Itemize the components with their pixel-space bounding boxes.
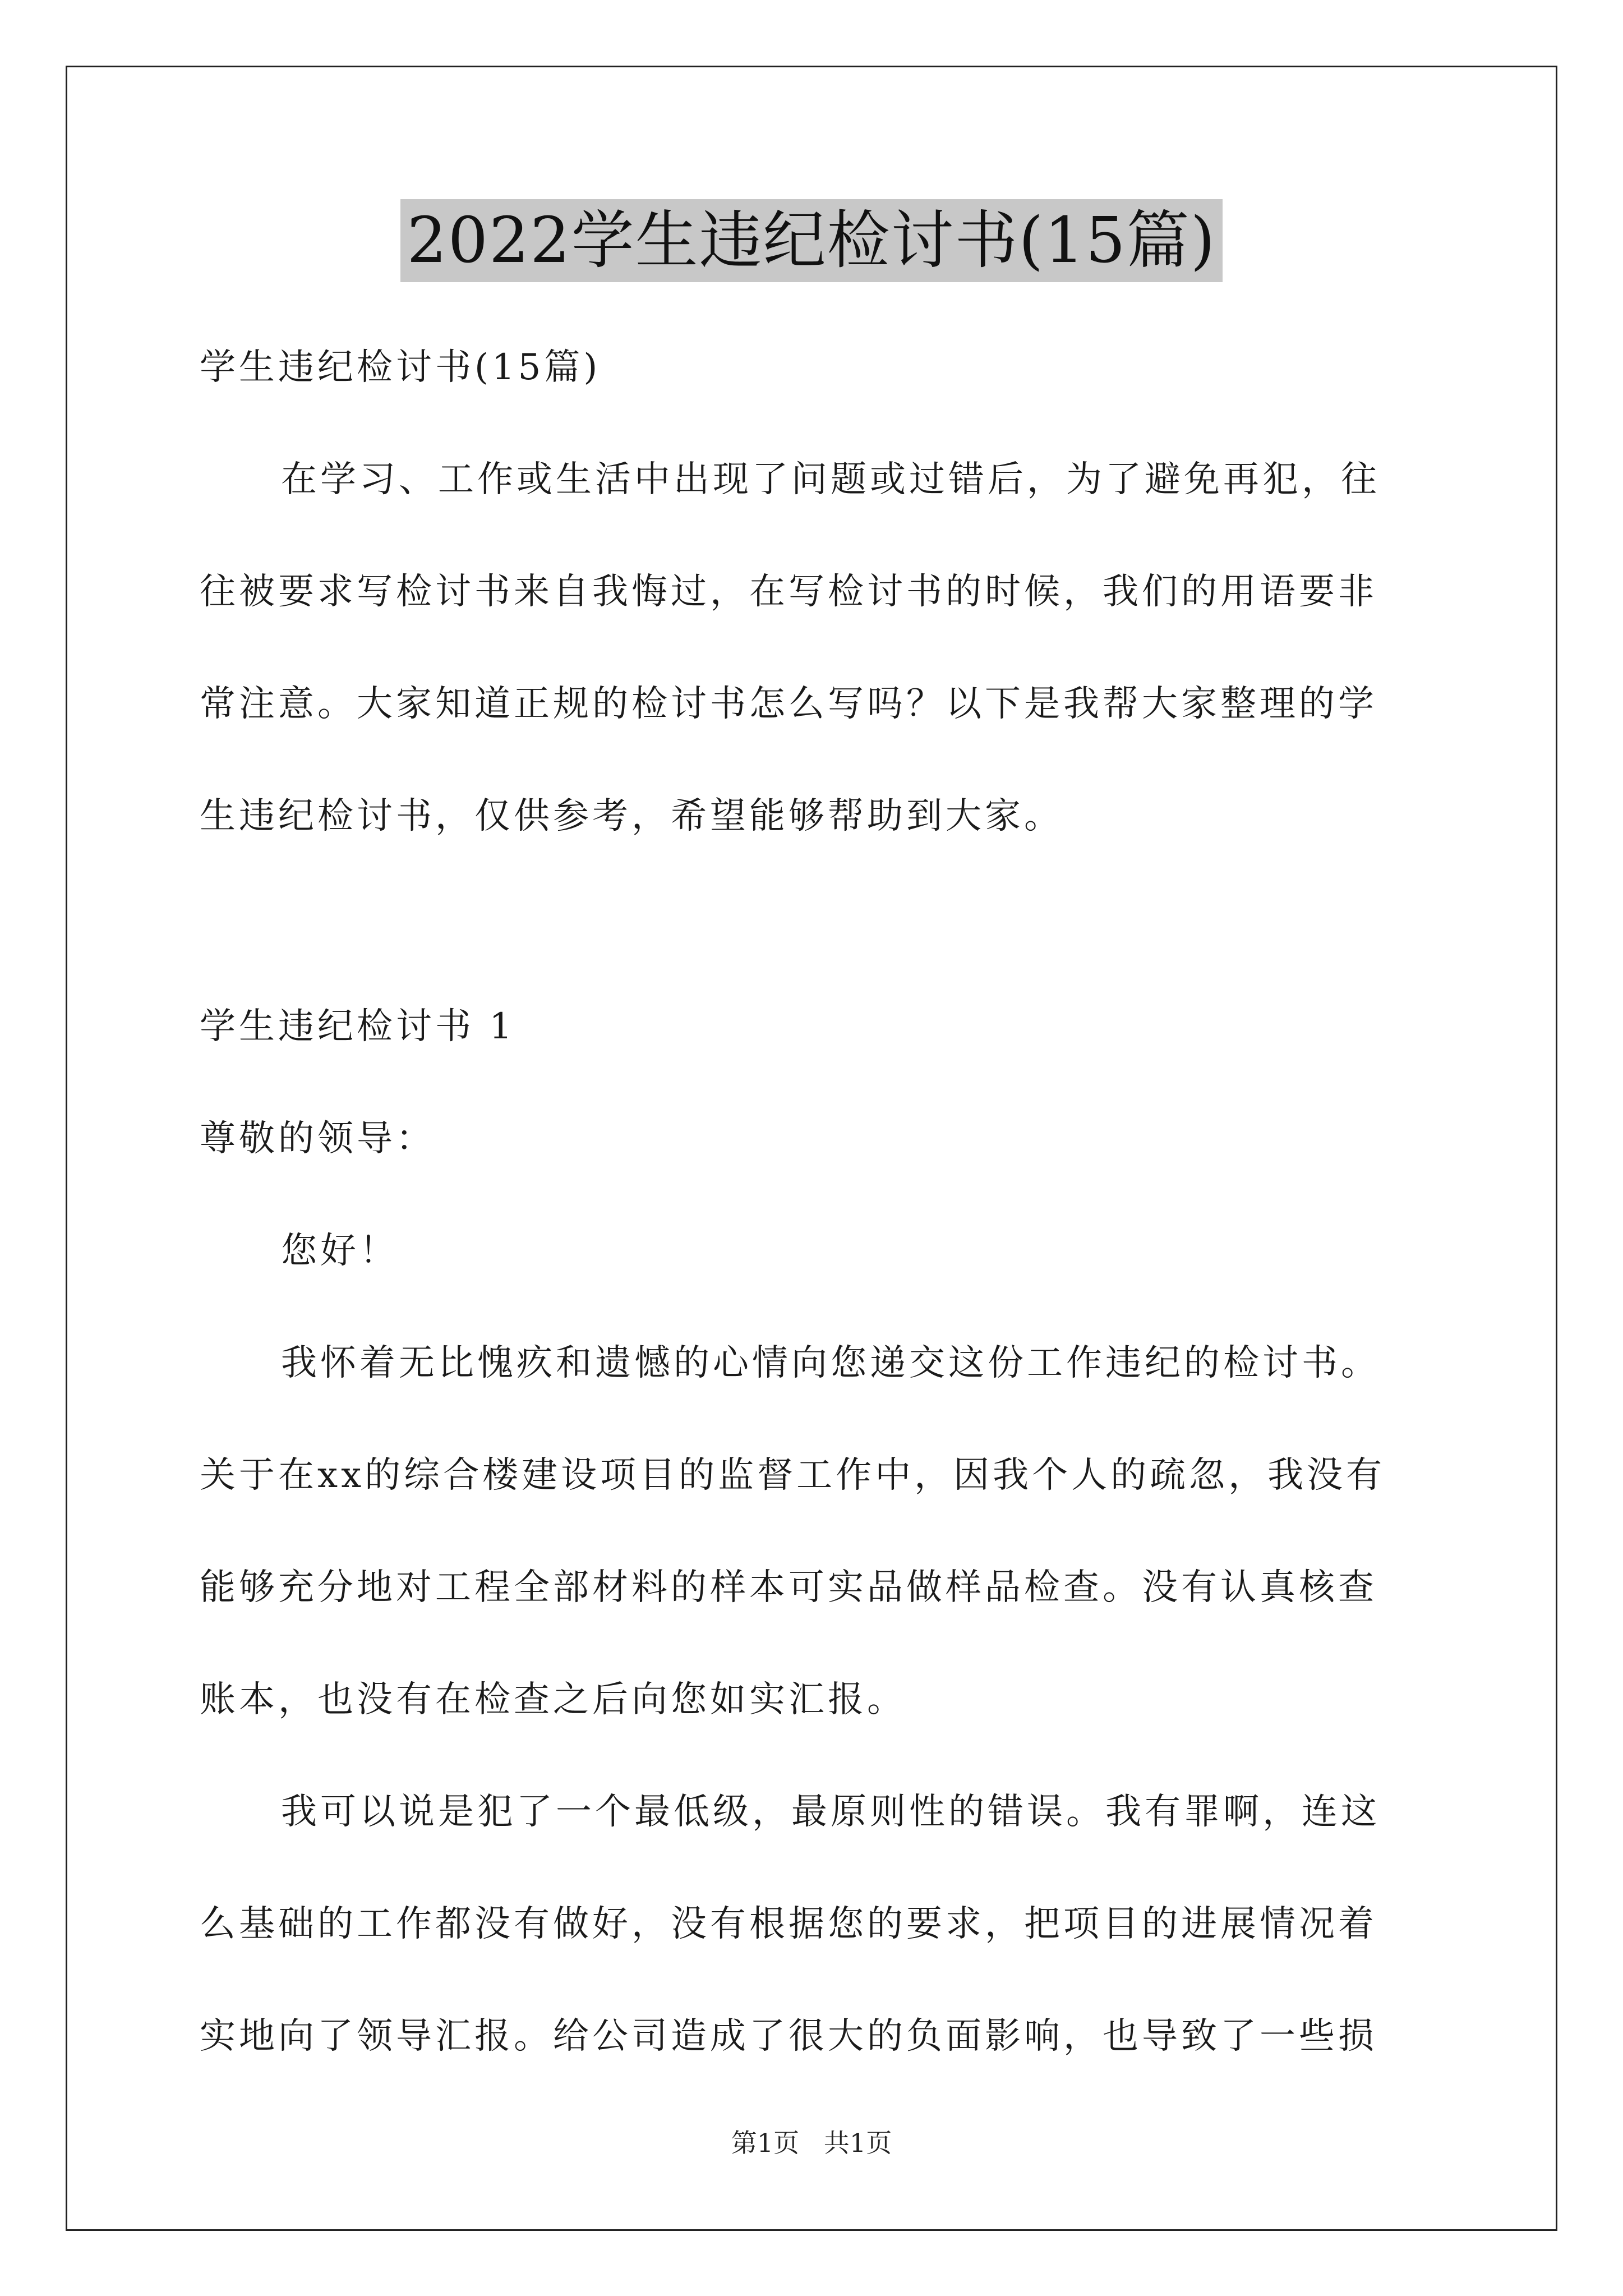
- page-footer: [0, 2126, 1623, 2160]
- intro-line: 在学习、工作或生活中出现了问题或过错后，为了避免再犯，往: [281, 459, 1380, 500]
- document-body: [200, 311, 1428, 2092]
- document-subtitle: 学生违纪检讨书(15篇): [200, 347, 601, 388]
- paragraph-line: 账本，也没有在检查之后向您如实汇报。: [200, 1679, 906, 1720]
- section-gap: [200, 872, 1428, 970]
- paragraph-line: 能够充分地对工程全部材料的样本可实品做样品检查。没有认真核查: [200, 1567, 1377, 1608]
- intro-line: 往被要求写检讨书来自我悔过，在写检讨书的时候，我们的用语要非: [200, 571, 1377, 613]
- intro-line: 生违纪检讨书，仅供参考，希望能够帮助到大家。: [200, 795, 1063, 837]
- paragraph-line: 我可以说是犯了一个最低级，最原则性的错误。我有罪啊，连这: [281, 1791, 1380, 1833]
- paragraph-line: 实地向了领导汇报。给公司造成了很大的负面影响，也导致了一些损: [200, 2016, 1377, 2057]
- section-heading: 学生违纪检讨书 1: [200, 1006, 516, 1047]
- title-container: [0, 199, 1623, 282]
- greeting: 您好！: [281, 1230, 399, 1272]
- paragraph-line: 我怀着无比愧疚和遗憾的心情向您递交这份工作违纪的检讨书。: [281, 1342, 1380, 1384]
- document-title: 2022学生违纪检讨书(15篇): [400, 199, 1223, 282]
- salutation: 尊敬的领导：: [200, 1118, 435, 1159]
- page-number: 第1页 共1页: [731, 2128, 892, 2158]
- paragraph-line: 么基础的工作都没有做好，没有根据您的要求，把项目的进展情况着: [200, 1903, 1377, 1945]
- intro-line: 常注意。大家知道正规的检讨书怎么写吗？以下是我帮大家整理的学: [200, 683, 1377, 725]
- paragraph-line: 关于在xx的综合楼建设项目的监督工作中，因我个人的疏忽，我没有: [200, 1455, 1386, 1496]
